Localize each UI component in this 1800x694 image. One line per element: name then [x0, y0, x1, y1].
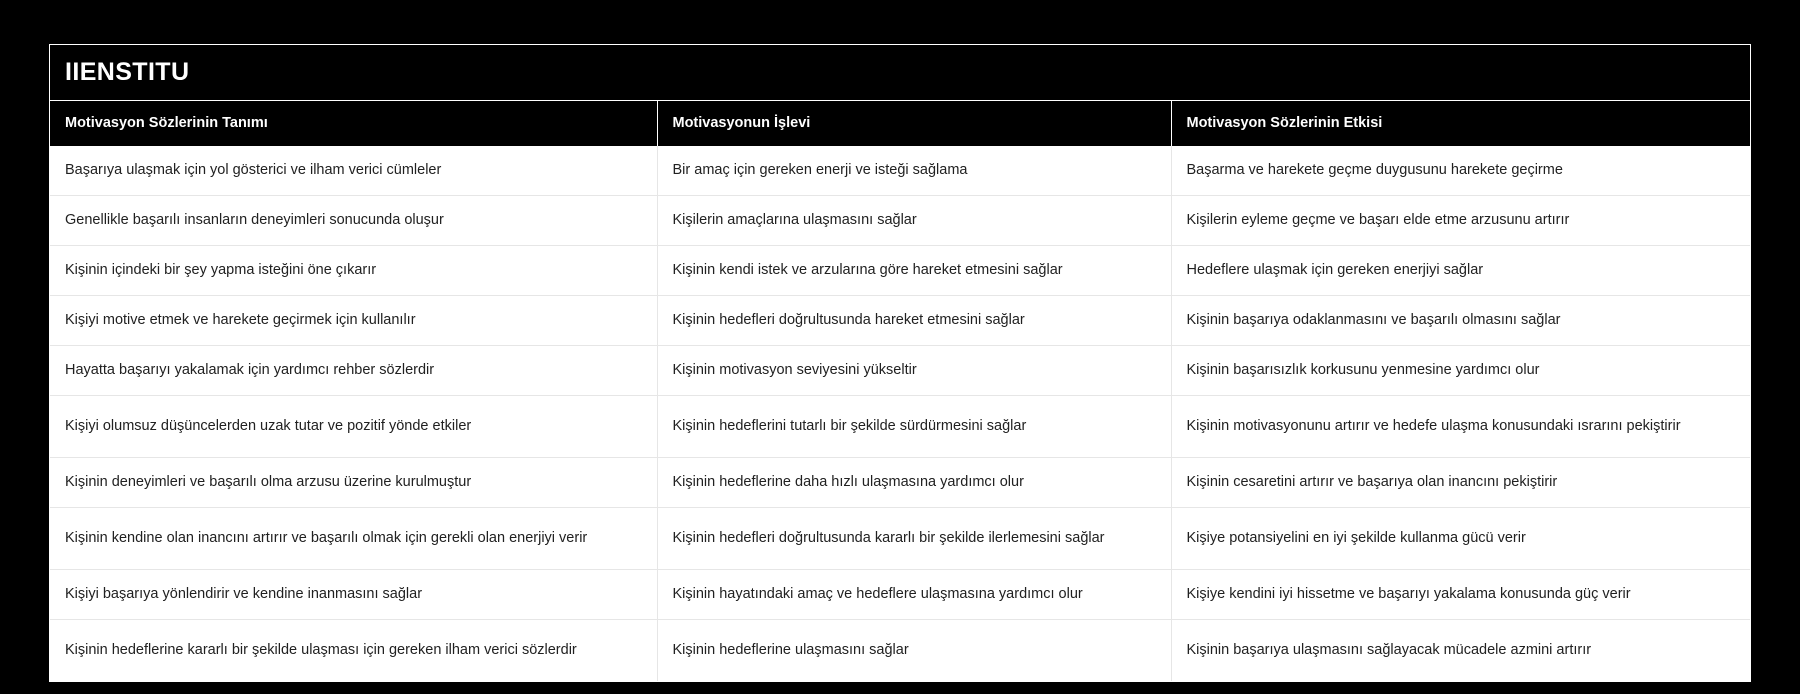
cell-etki: Kişiye kendini iyi hissetme ve başarıyı yakalama konusunda güç verir [1171, 569, 1750, 619]
cell-islev: Kişinin hedeflerine ulaşmasını sağlar [657, 619, 1171, 681]
table-row [50, 569, 1750, 619]
table-row [50, 345, 1750, 395]
cell-tanim: Kişinin içindeki bir şey yapma isteğini öne çıkarır [50, 245, 657, 295]
cell-etki: Hedeflere ulaşmak için gereken enerjiyi sağlar [1171, 245, 1750, 295]
cell-islev: Kişinin hedeflerine daha hızlı ulaşmasına yardımcı olur [657, 457, 1171, 507]
table-row [50, 395, 1750, 457]
cell-tanim: Genellikle başarılı insanların deneyimleri sonucunda oluşur [50, 195, 657, 245]
table-row [50, 245, 1750, 295]
column-header-etki: Motivasyon Sözlerinin Etkisi [1171, 101, 1750, 146]
table-row [50, 146, 1750, 196]
cell-tanim: Kişinin kendine olan inancını artırır ve başarılı olmak için gerekli olan enerjiyi verir [50, 507, 657, 569]
cell-tanim: Başarıya ulaşmak için yol gösterici ve ilham verici cümleler [50, 146, 657, 196]
table-row [50, 507, 1750, 569]
cell-tanim: Kişiyi motive etmek ve harekete geçirmek için kullanılır [50, 295, 657, 345]
column-header-islev: Motivasyonun İşlevi [657, 101, 1171, 146]
cell-islev: Bir amaç için gereken enerji ve isteği sağlama [657, 146, 1171, 196]
column-header-tanim: Motivasyon Sözlerinin Tanımı [50, 101, 657, 146]
table-row [50, 457, 1750, 507]
table-row [50, 295, 1750, 345]
cell-islev: Kişilerin amaçlarına ulaşmasını sağlar [657, 195, 1171, 245]
cell-tanim: Kişiyi olumsuz düşüncelerden uzak tutar ve pozitif yönde etkiler [50, 395, 657, 457]
table-header [50, 101, 1750, 146]
motivation-table-card [49, 44, 1751, 682]
cell-tanim: Hayatta başarıyı yakalamak için yardımcı rehber sözlerdir [50, 345, 657, 395]
cell-etki: Kişiye potansiyelini en iyi şekilde kullanma gücü verir [1171, 507, 1750, 569]
table-row [50, 195, 1750, 245]
brand-logo: IIENSTITU [65, 58, 190, 86]
cell-tanim: Kişinin deneyimleri ve başarılı olma arzusu üzerine kurulmuştur [50, 457, 657, 507]
cell-islev: Kişinin hayatındaki amaç ve hedeflere ulaşmasına yardımcı olur [657, 569, 1171, 619]
table-row [50, 619, 1750, 681]
cell-tanim: Kişinin hedeflerine kararlı bir şekilde ulaşması için gereken ilham verici sözlerdir [50, 619, 657, 681]
cell-etki: Başarma ve harekete geçme duygusunu harekete geçirme [1171, 146, 1750, 196]
cell-islev: Kişinin hedefleri doğrultusunda hareket etmesini sağlar [657, 295, 1171, 345]
cell-tanim: Kişiyi başarıya yönlendirir ve kendine inanmasını sağlar [50, 569, 657, 619]
cell-etki: Kişinin başarıya ulaşmasını sağlayacak mücadele azmini artırır [1171, 619, 1750, 681]
cell-islev: Kişinin hedefleri doğrultusunda kararlı bir şekilde ilerlemesini sağlar [657, 507, 1171, 569]
cell-etki: Kişinin motivasyonunu artırır ve hedefe ulaşma konusundaki ısrarını pekiştirir [1171, 395, 1750, 457]
brand-bar [50, 45, 1750, 101]
cell-islev: Kişinin hedeflerini tutarlı bir şekilde sürdürmesini sağlar [657, 395, 1171, 457]
cell-etki: Kişinin cesaretini artırır ve başarıya olan inancını pekiştirir [1171, 457, 1750, 507]
table-header-row [50, 101, 1750, 146]
cell-etki: Kişilerin eyleme geçme ve başarı elde etme arzusunu artırır [1171, 195, 1750, 245]
cell-etki: Kişinin başarısızlık korkusunu yenmesine yardımcı olur [1171, 345, 1750, 395]
cell-etki: Kişinin başarıya odaklanmasını ve başarılı olmasını sağlar [1171, 295, 1750, 345]
cell-islev: Kişinin motivasyon seviyesini yükseltir [657, 345, 1171, 395]
table-body [50, 146, 1750, 681]
cell-islev: Kişinin kendi istek ve arzularına göre hareket etmesini sağlar [657, 245, 1171, 295]
motivation-table [50, 101, 1750, 681]
